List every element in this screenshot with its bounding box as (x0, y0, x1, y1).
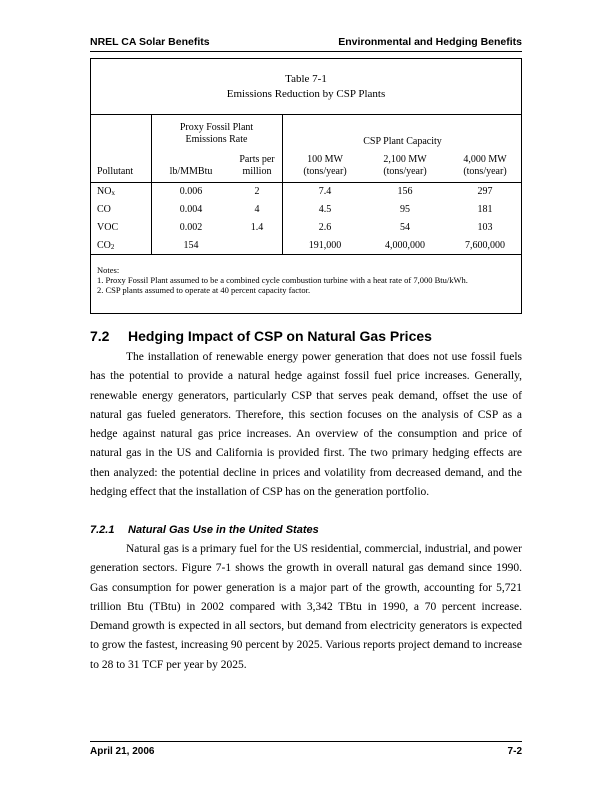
table-cell: 1.4 (250, 222, 264, 233)
table-cell: 156 (397, 186, 413, 197)
col-header-lb-mmbtu: lb/MMBtu (169, 166, 213, 177)
table-cell: 4 (254, 204, 260, 215)
table-cell: 181 (477, 204, 493, 215)
col-header-pollutant: Pollutant (97, 166, 134, 177)
table-cell: 297 (477, 186, 493, 197)
subsection-paragraph: Natural gas is a primary fuel for the US residential, commercial, industrial, and power generation sectors. Figure 7-1 shows the growth in overall natural gas demand since 1990. Gas consumption for power generation is a major part of the growth, accounting for 5,721 trillion Btu (TBtu) in 2002 compared with 3,342 TBtu in 1990, a 70 percent increase. Demand growth is expected in all sectors, but demand from electricity generators is expected to grow the fastest, increasing 90 percent by 2025. Various reports project demand to increase to 28 to 31 TCF per year by 2025. (90, 543, 522, 671)
section-number: 7.2 (90, 328, 110, 344)
table-cell: 0.006 (179, 186, 203, 197)
subsection-number: 7.2.1 (90, 524, 115, 536)
col-header-100mw-2: (tons/year) (303, 166, 347, 177)
header-left: NREL CA Solar Benefits (90, 36, 210, 48)
table-note-1: 1. Proxy Fossil Plant assumed to be a combined cycle combustion turbine with a heat rate of 7,000 Btu/kWh. (97, 275, 468, 285)
col-header-ppm-2: million (242, 166, 272, 177)
header-rule (90, 51, 522, 52)
table-cell: 7,600,000 (465, 240, 505, 251)
table-cell-pollutant: $CO_2$ (97, 240, 115, 251)
table-col-divider (282, 114, 283, 254)
table-caption-number: Table 7-1 (285, 73, 327, 85)
proxy-group-header-1: Proxy Fossil Plant (179, 122, 254, 133)
table-rule (91, 114, 521, 115)
col-header-ppm-1: Parts per (239, 154, 275, 165)
table-rule (91, 182, 521, 183)
table-cell: 4.5 (318, 204, 332, 215)
table-cell-pollutant: $NO_x$ (97, 186, 115, 197)
table-cell: 4,000,000 (385, 240, 425, 251)
table-notes (97, 265, 512, 295)
section-paragraph: The installation of renewable energy power generation that does not use fossil fuels has the potential to provide a natural hedge against fossil fuel price increases. Generally, renewable energy generators, particularly CSP that serves peak demand, offset the use of natural gas fueled generators. Therefore, this section focuses on the analysis of CSP as a hedge against natural gas price increases. An overview of the consumption and price of natural gas in the US and California is provided first. The two primary hedging effects are then analyzed: the potential decline in prices and volatility from decreased demand, and the hedging effect that the installation of CSP has on the generation portfolio. (90, 351, 522, 499)
section-title: Hedging Impact of CSP on Natural Gas Prices (128, 328, 432, 344)
table-cell: 2 (254, 186, 260, 197)
page-number: 7-2 (507, 746, 522, 757)
subsection-heading (90, 524, 319, 536)
col-header-4000mw-2: (tons/year) (463, 166, 507, 177)
col-header-4000mw-1: 4,000 MW (463, 154, 507, 165)
table-caption-title: Emissions Reduction by CSP Plants (226, 88, 386, 100)
table-note-2: 2. CSP plants assumed to operate at 40 percent capacity factor. (97, 285, 311, 295)
col-header-100mw-1: 100 MW (307, 154, 343, 165)
emissions-table (90, 58, 522, 314)
section-heading (90, 328, 432, 344)
table-cell-pollutant: VOC (97, 222, 119, 233)
table-cell-pollutant: CO (97, 204, 111, 215)
table-cell: 95 (400, 204, 410, 215)
col-header-2100mw-2: (tons/year) (383, 166, 427, 177)
table-cell: 103 (477, 222, 493, 233)
table-cell: 0.002 (179, 222, 203, 233)
table-cell: 7.4 (318, 186, 332, 197)
table-cell: 191,000 (308, 240, 342, 251)
col-header-2100mw-1: 2,100 MW (383, 154, 427, 165)
subsection-title: Natural Gas Use in the United States (128, 524, 319, 536)
notes-title: Notes: (97, 265, 120, 275)
footer-date: April 21, 2006 (90, 746, 155, 757)
table-cell: 2.6 (318, 222, 332, 233)
header-right: Environmental and Hedging Benefits (338, 36, 522, 48)
footer-rule (90, 741, 522, 742)
proxy-group-header-2: Emissions Rate (185, 134, 248, 145)
table-cell: 0.004 (179, 204, 203, 215)
table-cell: 154 (183, 240, 199, 251)
csp-group-header: CSP Plant Capacity (363, 136, 442, 147)
table-cell: 54 (400, 222, 410, 233)
table-rule (91, 254, 521, 255)
